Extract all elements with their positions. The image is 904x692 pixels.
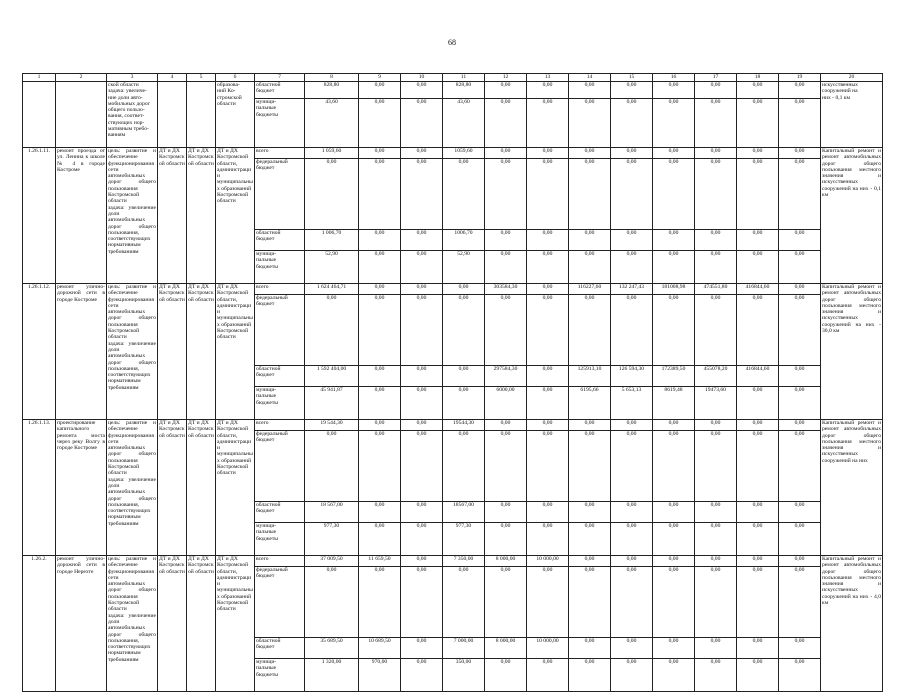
cell-value: 0,00 (485, 82, 527, 99)
cell-num: 1.26.1.11. (23, 148, 56, 284)
cell-value: 0,00 (527, 366, 569, 387)
cell-value: 0,00 (737, 159, 779, 230)
cell-value: 125913,10 (569, 366, 611, 387)
cell-funding-source: всего (255, 284, 305, 295)
cell-value: 0,00 (485, 659, 527, 692)
cell-value: 0,00 (485, 431, 527, 502)
cell-value: 0,00 (359, 284, 401, 295)
cell-value: 0,00 (611, 230, 653, 251)
cell-value: 0,00 (359, 420, 401, 431)
entry-row (23, 556, 883, 567)
cell-value: 0,00 (569, 82, 611, 99)
cell-value: 0,00 (359, 523, 401, 556)
cell-funding-source: муници- пальные бюджеты (255, 659, 305, 692)
cell-name (56, 82, 107, 148)
cell-funding-source: муници- пальные бюджеты (255, 99, 305, 148)
cell-value: 0,00 (653, 159, 695, 230)
cell-value: 8619,48 (653, 387, 695, 420)
cell-value: 0,00 (569, 159, 611, 230)
cell-funding-source: федеральный бюджет (255, 567, 305, 638)
cell-value: 0,00 (401, 159, 443, 230)
cell-coexecutor: ДТ и ДХ Костромской области (187, 556, 216, 692)
continuation-row (23, 82, 883, 99)
cell-value: 0,00 (527, 523, 569, 556)
cell-goal: цель: развитие и обеспечение функционирования сети автомобильных дорог общего пользования Костромской области задача: увеличение доли автомобильных дорог общего пользования, соответствующих нормативным требованиям (107, 284, 158, 420)
cell-funding-source: областной бюджет (255, 230, 305, 251)
cell-value: 0,00 (695, 82, 737, 99)
cell-value: 0,00 (695, 159, 737, 230)
cell-value: 0,00 (611, 159, 653, 230)
cell-value: 1 592 404,00 (305, 366, 359, 387)
cell-value: 0,00 (779, 159, 821, 230)
cell-value: 0,00 (485, 99, 527, 148)
cell-value: 0,00 (695, 659, 737, 692)
cell-value: 0,00 (359, 82, 401, 99)
cell-value: 0,00 (359, 387, 401, 420)
program-table (22, 73, 883, 692)
cell-funding-source: областной бюджет (255, 638, 305, 659)
cell-value: 0,00 (611, 251, 653, 284)
cell-goal: цель: развитие и обеспечение функционирования сети автомобильных дорог общего пользования Костромской области задача: увеличение доли автомобильных дорог общего пользования, соответствующих нормативным требованиям (107, 420, 158, 556)
cell-funding-source: областной бюджет (255, 82, 305, 99)
cell-value: 0,00 (527, 387, 569, 420)
cell-num: 1.26.1.13. (23, 420, 56, 556)
cell-value: 0,00 (443, 387, 485, 420)
cell-value: 1 006,70 (305, 230, 359, 251)
cell-value: 0,00 (611, 99, 653, 148)
cell-value: 0,00 (527, 567, 569, 638)
cell-value: 350,00 (443, 659, 485, 692)
cell-value: 0,00 (653, 567, 695, 638)
cell-coexecutor: ДТ и ДХ Костромской области (187, 148, 216, 284)
cell-result: Капитальный ремонт и ремонт автомобильных дорог общего пользования местного значения и искусственных сооружений на них (821, 420, 883, 556)
cell-recipient: ДТ и ДХ Костромской области, администрации муниципальных образований Костромской области (216, 420, 255, 556)
column-number-3: 3 (107, 74, 158, 82)
cell-value: 0,00 (611, 148, 653, 159)
cell-value: 0,00 (611, 82, 653, 99)
cell-value: 0,00 (527, 251, 569, 284)
cell-value: 0,00 (305, 159, 359, 230)
cell-value: 0,00 (485, 567, 527, 638)
cell-funding-source: всего (255, 556, 305, 567)
cell-value: 0,00 (569, 567, 611, 638)
cell-value: 0,00 (569, 523, 611, 556)
cell-value: 52,90 (305, 251, 359, 284)
column-number-row (23, 74, 883, 82)
column-number-17: 17 (695, 74, 737, 82)
cell-value: 0,00 (779, 420, 821, 431)
cell-value: 0,00 (737, 387, 779, 420)
cell-value: 0,00 (401, 148, 443, 159)
cell-value: 0,00 (653, 99, 695, 148)
column-number-5: 5 (187, 74, 216, 82)
cell-value: 35 689,50 (305, 638, 359, 659)
cell-value: 0,00 (779, 82, 821, 99)
cell-value: 0,00 (359, 502, 401, 523)
cell-value: 0,00 (779, 523, 821, 556)
cell-value: 0,00 (401, 523, 443, 556)
cell-value: 43,60 (443, 99, 485, 148)
cell-value: 0,00 (527, 284, 569, 295)
cell-value: 0,00 (485, 251, 527, 284)
cell-value: 132 247,43 (611, 284, 653, 295)
column-number-9: 9 (359, 74, 401, 82)
cell-value: 0,00 (443, 431, 485, 502)
column-number-8: 8 (305, 74, 359, 82)
cell-value: 0,00 (527, 659, 569, 692)
cell-value: 0,00 (305, 295, 359, 366)
cell-value: 18567,00 (443, 502, 485, 523)
cell-value: 0,00 (695, 638, 737, 659)
cell-value: 0,00 (779, 502, 821, 523)
cell-value: 52,90 (443, 251, 485, 284)
cell-value: 0,00 (569, 431, 611, 502)
cell-executor: ДТ и ДХ Костромской области (158, 420, 187, 556)
cell-value: 0,00 (611, 556, 653, 567)
cell-value: 0,00 (737, 251, 779, 284)
cell-num: 1.26.1.12. (23, 284, 56, 420)
cell-value: 0,00 (569, 420, 611, 431)
cell-value: 0,00 (611, 523, 653, 556)
cell-value: 0,00 (359, 567, 401, 638)
cell-value: 0,00 (611, 420, 653, 431)
cell-value: 0,00 (569, 148, 611, 159)
cell-value: 0,00 (737, 638, 779, 659)
cell-value: 181008,98 (653, 284, 695, 295)
cell-value: 0,00 (695, 556, 737, 567)
cell-value: 0,00 (779, 387, 821, 420)
cell-goal: цель: развитие и обеспечение функционирования сети автомобильных дорог общего пользования Костромской области задача: увеличение доли автомобильных дорог общего пользования, соответствующих нормативным требованиям (107, 148, 158, 284)
cell-value: 416844,60 (737, 284, 779, 295)
cell-value: 0,00 (653, 523, 695, 556)
cell-value: 0,00 (653, 502, 695, 523)
cell-value: 0,00 (485, 523, 527, 556)
cell-value: 0,00 (443, 284, 485, 295)
cell-value: 0,00 (359, 295, 401, 366)
cell-value: 0,00 (359, 366, 401, 387)
cell-value: 0,00 (737, 230, 779, 251)
cell-executor: ДТ и ДХ Костромской области (158, 556, 187, 692)
cell-value: 0,00 (737, 523, 779, 556)
cell-value: 0,00 (401, 230, 443, 251)
cell-value: 0,00 (401, 99, 443, 148)
cell-value: 0,00 (779, 230, 821, 251)
cell-funding-source: муници- пальные бюджеты (255, 251, 305, 284)
column-number-19: 19 (779, 74, 821, 82)
cell-value: 0,00 (695, 99, 737, 148)
cell-result: искусственных сооружений на них - 0,1 км (821, 82, 883, 148)
cell-value: 0,00 (653, 230, 695, 251)
column-number-14: 14 (569, 74, 611, 82)
cell-value: 0,00 (485, 230, 527, 251)
cell-value: 37 009,50 (305, 556, 359, 567)
cell-value: 172389,50 (653, 366, 695, 387)
cell-value: 43,60 (305, 99, 359, 148)
cell-value: 116227,60 (569, 284, 611, 295)
cell-value: 0,00 (359, 251, 401, 284)
column-number-1: 1 (23, 74, 56, 82)
cell-value: 0,00 (359, 99, 401, 148)
column-number-4: 4 (158, 74, 187, 82)
cell-value: 828,80 (443, 82, 485, 99)
cell-name: ремонт проезда от ул. Ленина к школе № 4 в городе Костроме (56, 148, 107, 284)
cell-value: 0,00 (443, 567, 485, 638)
cell-value: 0,00 (737, 148, 779, 159)
cell-recipient: ДТ и ДХ Костромской области, администрации муниципальных образований Костромской области (216, 148, 255, 284)
cell-value: 0,00 (695, 523, 737, 556)
cell-value: 0,00 (653, 295, 695, 366)
cell-value: 0,00 (401, 502, 443, 523)
cell-funding-source: всего (255, 148, 305, 159)
cell-value: 0,00 (569, 230, 611, 251)
cell-value: 0,00 (779, 638, 821, 659)
cell-value: 0,00 (653, 82, 695, 99)
cell-funding-source: федеральный бюджет (255, 295, 305, 366)
cell-value: 0,00 (611, 659, 653, 692)
cell-value: 0,00 (569, 295, 611, 366)
cell-value: 0,00 (779, 556, 821, 567)
cell-value: 0,00 (359, 148, 401, 159)
cell-value: 0,00 (527, 431, 569, 502)
cell-value: 8 000,00 (485, 556, 527, 567)
cell-executor: ДТ и ДХ Костромской области (158, 284, 187, 420)
column-number-2: 2 (56, 74, 107, 82)
cell-value: 0,00 (653, 420, 695, 431)
cell-value: 0,00 (653, 431, 695, 502)
cell-funding-source: областной бюджет (255, 502, 305, 523)
entry-row (23, 148, 883, 159)
cell-value: 0,00 (527, 295, 569, 366)
cell-value: 0,00 (737, 431, 779, 502)
cell-value: 0,00 (611, 638, 653, 659)
cell-goal: ской области задача: увеличе- ние доли авто- мобильных дорог общего пользо- вания, соответ- ствующих нор- мативным требо- ваниям (107, 82, 158, 148)
entry-row (23, 420, 883, 431)
cell-value: 0,00 (569, 502, 611, 523)
column-number-18: 18 (737, 74, 779, 82)
cell-value: 455078,20 (695, 366, 737, 387)
cell-value: 0,00 (401, 387, 443, 420)
cell-value: 0,00 (695, 502, 737, 523)
cell-value: 10 689,50 (359, 638, 401, 659)
cell-value: 0,00 (737, 567, 779, 638)
column-number-16: 16 (653, 74, 695, 82)
cell-value: 0,00 (401, 659, 443, 692)
cell-result: Капитальный ремонт и ремонт автомобильных дорог общего пользования местного значения и искусственных сооружений на них - 4,0 км (821, 556, 883, 692)
column-number-13: 13 (527, 74, 569, 82)
cell-value: 7 000,00 (443, 638, 485, 659)
cell-num: 1.26.2. (23, 556, 56, 692)
cell-value: 1 624 464,71 (305, 284, 359, 295)
cell-value: 0,00 (695, 148, 737, 159)
cell-value: 977,30 (305, 523, 359, 556)
cell-value: 11 659,50 (359, 556, 401, 567)
cell-value: 0,00 (737, 82, 779, 99)
cell-value: 0,00 (485, 502, 527, 523)
cell-value: 297584,30 (485, 366, 527, 387)
cell-value: 977,30 (443, 523, 485, 556)
cell-value: 0,00 (737, 502, 779, 523)
cell-goal: цель: развитие и обеспечение функционирования сети автомобильных дорог общего пользования Костромской области задача: увеличение доли автомобильных дорог общего пользования, соответствующих нормативным требованиям (107, 556, 158, 692)
cell-value: 0,00 (359, 159, 401, 230)
cell-value: 416844,60 (737, 366, 779, 387)
cell-value: 0,00 (695, 251, 737, 284)
cell-value: 0,00 (653, 251, 695, 284)
cell-value: 0,00 (527, 230, 569, 251)
cell-value: 126 594,30 (611, 366, 653, 387)
cell-value: 0,00 (779, 366, 821, 387)
cell-value: 1 059,60 (305, 148, 359, 159)
cell-value: 0,00 (695, 567, 737, 638)
cell-value: 0,00 (485, 159, 527, 230)
cell-value: 0,00 (569, 251, 611, 284)
cell-value: 0,00 (443, 366, 485, 387)
cell-value: 0,00 (737, 556, 779, 567)
cell-value: 0,00 (653, 556, 695, 567)
cell-num (23, 82, 56, 148)
cell-value: 0,00 (695, 230, 737, 251)
column-number-7: 7 (255, 74, 305, 82)
cell-value: 8 000,00 (485, 638, 527, 659)
cell-value: 0,00 (401, 295, 443, 366)
cell-value: 474551,80 (695, 284, 737, 295)
cell-value: 0,00 (401, 82, 443, 99)
cell-value: 0,00 (779, 295, 821, 366)
cell-value: 0,00 (443, 295, 485, 366)
cell-funding-source: федеральный бюджет (255, 431, 305, 502)
cell-value: 45 941,87 (305, 387, 359, 420)
cell-value: 19544,30 (443, 420, 485, 431)
cell-value: 0,00 (485, 420, 527, 431)
cell-value: 0,00 (569, 556, 611, 567)
cell-value: 0,00 (527, 99, 569, 148)
cell-recipient: образова- ний Ко- стромской области (216, 82, 255, 148)
cell-value: 0,00 (779, 284, 821, 295)
column-number-12: 12 (485, 74, 527, 82)
cell-funding-source: муници- пальные бюджеты (255, 387, 305, 420)
cell-value: 1 320,00 (305, 659, 359, 692)
cell-recipient: ДТ и ДХ Костромской области, администрации муниципальных образований Костромской области (216, 284, 255, 420)
cell-recipient: ДТ и ДХ Костромской области, администрации муниципальных образований Костромской области (216, 556, 255, 692)
cell-value: 0,00 (611, 502, 653, 523)
cell-value: 0,00 (695, 295, 737, 366)
entry-row (23, 284, 883, 295)
cell-funding-source: муници- пальные бюджеты (255, 523, 305, 556)
page-number: 68 (448, 38, 456, 47)
cell-value: 19473,60 (695, 387, 737, 420)
cell-executor: ДТ и ДХ Костромской области (158, 148, 187, 284)
cell-value: 19 544,30 (305, 420, 359, 431)
cell-value: 0,00 (569, 659, 611, 692)
cell-value: 0,00 (737, 295, 779, 366)
cell-value: 0,00 (737, 99, 779, 148)
cell-value: 0,00 (401, 420, 443, 431)
cell-value: 0,00 (527, 82, 569, 99)
cell-value: 0,00 (779, 251, 821, 284)
cell-value: 0,00 (779, 431, 821, 502)
cell-value: 0,00 (527, 420, 569, 431)
cell-result: Капитальный ремонт и ремонт автомобильных дорог общего пользования местного значения и искусственных сооружений на них - 0,1 км (821, 148, 883, 284)
cell-name: ремонт улично-дорожной сети в городе Костроме (56, 284, 107, 420)
cell-value: 0,00 (611, 431, 653, 502)
cell-value: 0,00 (779, 99, 821, 148)
cell-value: 970,00 (359, 659, 401, 692)
cell-executor (158, 82, 187, 148)
cell-value: 6195,66 (569, 387, 611, 420)
cell-value: 0,00 (527, 502, 569, 523)
cell-value: 0,00 (443, 159, 485, 230)
cell-value: 10 000,00 (527, 556, 569, 567)
cell-value: 0,00 (779, 659, 821, 692)
cell-value: 0,00 (527, 148, 569, 159)
cell-name: ремонт улично-дорожной сети в городе Нерехте (56, 556, 107, 692)
cell-value: 0,00 (611, 295, 653, 366)
column-number-11: 11 (443, 74, 485, 82)
cell-value: 18 567,00 (305, 502, 359, 523)
cell-value: 1006,70 (443, 230, 485, 251)
cell-value: 6000,00 (485, 387, 527, 420)
cell-value: 1059,60 (443, 148, 485, 159)
cell-value: 0,00 (653, 148, 695, 159)
cell-funding-source: всего (255, 420, 305, 431)
cell-value: 0,00 (401, 251, 443, 284)
cell-value: 0,00 (569, 99, 611, 148)
cell-value: 0,00 (401, 284, 443, 295)
cell-value: 0,00 (737, 659, 779, 692)
cell-value: 0,00 (401, 567, 443, 638)
cell-value: 0,00 (359, 431, 401, 502)
cell-result: Капитальный ремонт и ремонт автомобильных дорог общего пользования местного значения и искусственных сооружений на них - 30,0 км (821, 284, 883, 420)
cell-value: 0,00 (485, 148, 527, 159)
cell-coexecutor (187, 82, 216, 148)
cell-value: 0,00 (779, 148, 821, 159)
column-number-10: 10 (401, 74, 443, 82)
cell-name: проектирование капитального ремонта моста через реку Волгу в городе Костроме (56, 420, 107, 556)
cell-value: 0,00 (359, 230, 401, 251)
cell-value: 303584,30 (485, 284, 527, 295)
cell-value: 0,00 (611, 567, 653, 638)
cell-value: 5 653,13 (611, 387, 653, 420)
cell-value: 7 350,00 (443, 556, 485, 567)
cell-value: 0,00 (401, 431, 443, 502)
cell-value: 0,00 (653, 659, 695, 692)
cell-value: 0,00 (527, 159, 569, 230)
cell-value: 10 000,00 (527, 638, 569, 659)
cell-value: 0,00 (695, 431, 737, 502)
cell-value: 0,00 (305, 567, 359, 638)
cell-value: 0,00 (695, 420, 737, 431)
cell-value: 828,80 (305, 82, 359, 99)
cell-funding-source: федеральный бюджет (255, 159, 305, 230)
cell-value: 0,00 (737, 420, 779, 431)
cell-coexecutor: ДТ и ДХ Костромской области (187, 420, 216, 556)
cell-value: 0,00 (401, 366, 443, 387)
cell-value: 0,00 (305, 431, 359, 502)
cell-value: 0,00 (779, 567, 821, 638)
cell-value: 0,00 (569, 638, 611, 659)
cell-value: 0,00 (485, 295, 527, 366)
cell-funding-source: областной бюджет (255, 366, 305, 387)
column-number-6: 6 (216, 74, 255, 82)
column-number-20: 20 (821, 74, 883, 82)
cell-value: 0,00 (401, 638, 443, 659)
cell-coexecutor: ДТ и ДХ Костромской области (187, 284, 216, 420)
cell-value: 0,00 (401, 556, 443, 567)
column-number-15: 15 (611, 74, 653, 82)
cell-value: 0,00 (653, 638, 695, 659)
